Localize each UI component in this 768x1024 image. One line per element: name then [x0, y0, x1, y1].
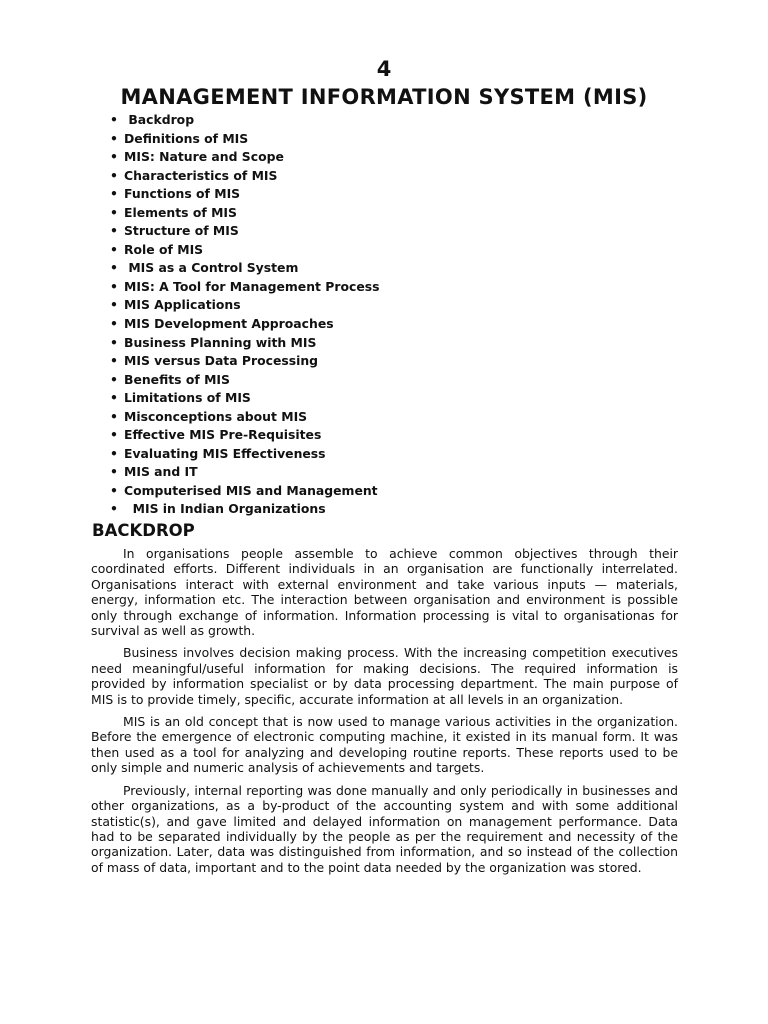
bullet-icon: •: [110, 390, 118, 406]
bullet-icon: •: [110, 408, 118, 424]
paragraph: Business involves decision making process. With the increasing competition executives need meaningful/useful information for making decisions. The required information is provided by information specialist or by data processing department. The main purpose of MIS is to provide timely, specific, accurate information at all levels in an organization.: [91, 645, 678, 707]
bullet-icon: •: [110, 241, 118, 257]
contents-item: [110, 111, 379, 130]
contents-item-label: Definitions of MIS: [124, 130, 249, 146]
bullet-icon: •: [110, 353, 118, 369]
contents-item: [110, 334, 379, 353]
contents-item: [110, 204, 379, 223]
contents-item-label: MIS and IT: [124, 464, 198, 480]
contents-item: [110, 296, 379, 315]
bullet-icon: •: [110, 223, 118, 239]
bullet-icon: •: [110, 260, 118, 276]
bullet-icon: •: [110, 130, 118, 146]
contents-item-label: MIS: Nature and Scope: [124, 149, 284, 165]
contents-item: [110, 130, 379, 149]
bullet-icon: •: [110, 186, 118, 202]
bullet-icon: •: [110, 482, 118, 498]
contents-item-label: Business Planning with MIS: [124, 334, 317, 350]
contents-item-label: Evaluating MIS Effectiveness: [124, 445, 326, 461]
contents-item-label: Role of MIS: [124, 241, 204, 257]
contents-item-label: Effective MIS Pre-Requisites: [124, 427, 322, 443]
bullet-icon: •: [110, 278, 118, 294]
contents-item-label: Limitations of MIS: [124, 390, 251, 406]
contents-item-label: MIS Development Approaches: [124, 316, 334, 332]
contents-item-label: Functions of MIS: [124, 186, 241, 202]
contents-item-label: MIS versus Data Processing: [124, 353, 319, 369]
contents-item-label: MIS: A Tool for Management Process: [124, 278, 380, 294]
contents-item: [110, 482, 379, 501]
contents-item: [110, 241, 379, 260]
contents-item-label: Backdrop: [124, 112, 195, 127]
contents-item: [110, 222, 379, 241]
contents-item-label: Characteristics of MIS: [124, 167, 278, 183]
contents-item-label: MIS in Indian Organizations: [124, 501, 326, 517]
bullet-icon: •: [110, 112, 118, 127]
bullet-icon: •: [110, 464, 118, 480]
contents-item: [110, 185, 379, 204]
bullet-icon: •: [110, 167, 118, 183]
contents-item: [110, 315, 379, 334]
contents-item: [110, 445, 379, 464]
bullet-icon: •: [110, 445, 118, 461]
chapter-contents-list: [110, 111, 379, 519]
bullet-icon: •: [110, 427, 118, 443]
paragraph: Previously, internal reporting was done manually and only periodically in businesses and other organizations, as a by-product of the accounting system and with some additional statistic(s), and gave limited and delayed information on management performance. Data had to be separated individually by the people as per the requirement and necessity of the organization. Later, data was distinguished from information, and so instead of the collection of mass of data, important and to the point data needed by the organization was stored.: [91, 782, 678, 875]
bullet-icon: •: [110, 501, 118, 517]
contents-item: [110, 463, 379, 482]
contents-item-label: MIS Applications: [124, 297, 241, 313]
contents-item-label: MIS as a Control System: [124, 260, 299, 276]
contents-item: [110, 148, 379, 167]
bullet-icon: •: [110, 149, 118, 165]
contents-item-label: Benefits of MIS: [124, 371, 230, 387]
bullet-icon: •: [110, 316, 118, 332]
bullet-icon: •: [110, 204, 118, 220]
contents-item-label: Computerised MIS and Management: [124, 482, 378, 498]
contents-item-label: Misconceptions about MIS: [124, 408, 308, 424]
bullet-icon: •: [110, 297, 118, 313]
section-body: [91, 546, 678, 882]
bullet-icon: •: [110, 371, 118, 387]
contents-item: [110, 408, 379, 427]
contents-item: [110, 389, 379, 408]
contents-item-label: Elements of MIS: [124, 204, 237, 220]
chapter-number: 4: [376, 57, 392, 81]
chapter-title: MANAGEMENT INFORMATION SYSTEM (MIS): [120, 85, 648, 109]
contents-item: [110, 352, 379, 371]
bullet-icon: •: [110, 334, 118, 350]
contents-item: [110, 371, 379, 390]
contents-item-label: Structure of MIS: [124, 223, 239, 239]
contents-item: [110, 259, 379, 278]
contents-item: [110, 426, 379, 445]
contents-item: [110, 167, 379, 186]
contents-item: [110, 278, 379, 297]
contents-item: [110, 500, 379, 519]
paragraph: MIS is an old concept that is now used to manage various activities in the organization. Before the emergence of electronic computing machine, it existed in its manual form. It was then used as a tool for analyzing and developing routine reports. These reports used to be only simple and numeric analysis of achievements and targets.: [91, 714, 678, 776]
paragraph: In organisations people assemble to achieve common objectives through their coordinated efforts. Different individuals in an organisation are functionally interrelated. Organisations interact with external environment and take various inputs — materials, energy, information etc. The interaction between organisation and environment is possible only through exchange of information. Information processing is vital to organisationas for survival as well as growth.: [91, 546, 678, 639]
section-heading: BACKDROP: [92, 521, 195, 540]
